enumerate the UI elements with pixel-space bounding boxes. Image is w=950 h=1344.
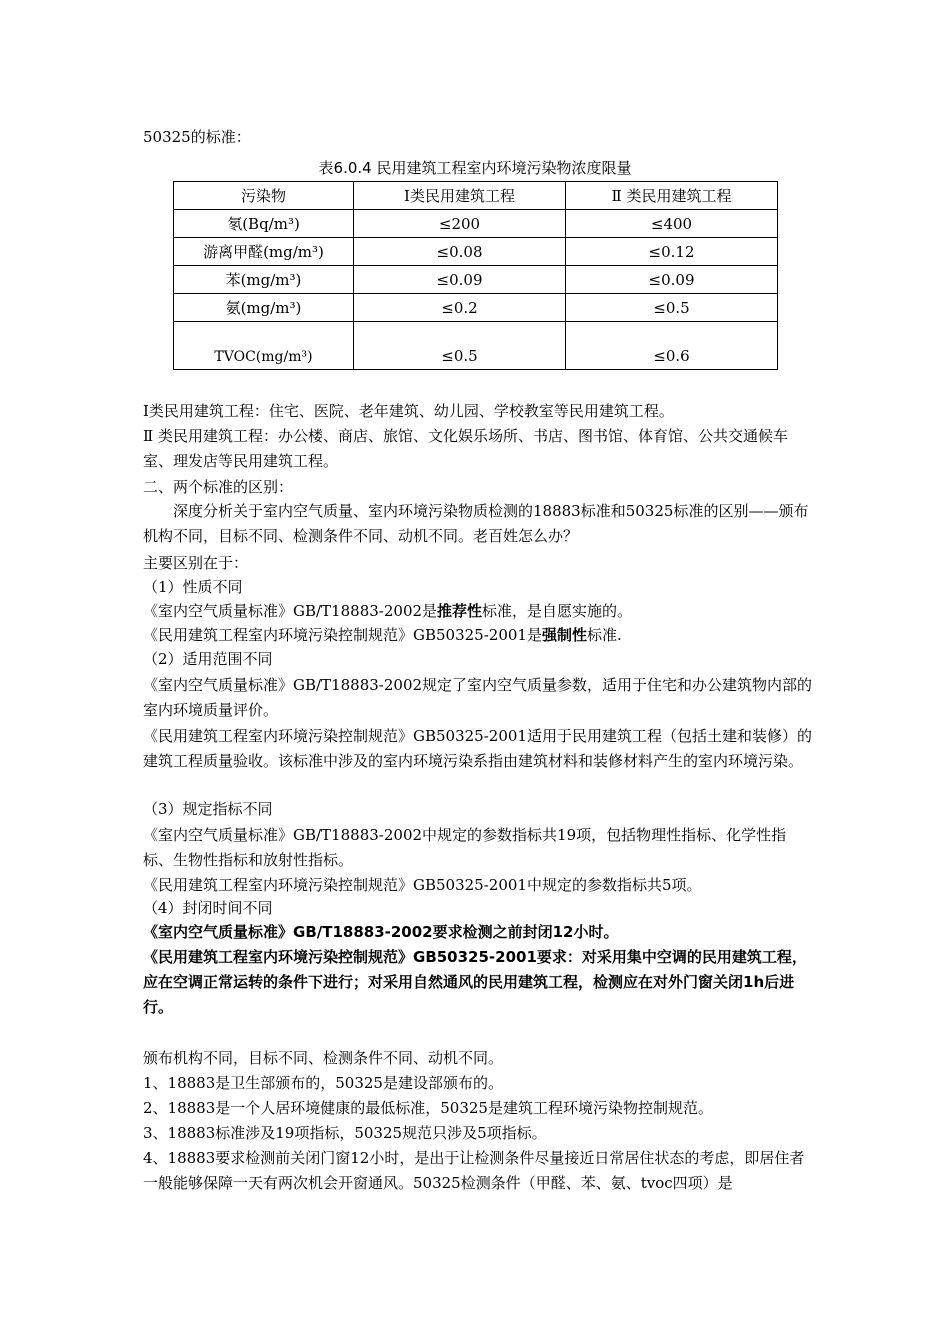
header-pollutant: 污染物: [174, 182, 354, 210]
header-class1: I类民用建筑工程: [354, 182, 566, 210]
pollutant-name: 氡(Bq/m³): [174, 210, 354, 238]
table-row: [174, 238, 778, 266]
pollutant-name: TVOC(mg/m³): [174, 322, 354, 370]
class1-definition: I类民用建筑工程：住宅、医院、老年建筑、幼儿园、学校教室等民用建筑工程。: [143, 402, 674, 420]
section2-title: 二、两个标准的区别：: [143, 478, 294, 496]
summary-item-1: 1、18883是卫生部颁布的，50325是建设部颁布的。: [143, 1074, 503, 1092]
pollutant-name: 苯(mg/m³): [174, 266, 354, 294]
summary-item-2: 2、18883是一个人居环境健康的最低标准，50325是建筑工程环境污染物控制规范。: [143, 1099, 713, 1117]
point3-gb50325: 《民用建筑工程室内环境污染控制规范》GB50325-2001中规定的参数指标共5项。: [143, 876, 702, 894]
point2-title: （2）适用范围不同: [143, 650, 273, 668]
class2-limit: ≤0.6: [566, 322, 778, 370]
point1-mandatory-post: 标准.: [586, 626, 622, 644]
class2-limit: ≤0.5: [566, 294, 778, 322]
analysis-paragraph: 深度分析关于室内空气质量、室内环境污染物质检测的18883标准和50325标准的区别——颁布机构不同，目标不同、检测条件不同、动机不同。老百姓怎么办？: [143, 502, 809, 545]
class1-limit: ≤0.08: [354, 238, 566, 266]
class1-limit: ≤0.2: [354, 294, 566, 322]
table-row: [174, 294, 778, 322]
table-row: [174, 322, 778, 370]
point1-recommended-post: 标准，是自愿实施的。: [482, 602, 633, 620]
point2-gb18883: 《室内空气质量标准》GB/T18883-2002规定了室内空气质量参数，适用于住宅和办公建筑物内部的室内环境质量评价。: [143, 676, 813, 719]
table-header-row: [174, 182, 778, 210]
table-caption: 表6.0.4 民用建筑工程室内环境污染物浓度限量: [318, 159, 632, 177]
class1-limit: ≤0.09: [354, 266, 566, 294]
point3-title: （3）规定指标不同: [143, 800, 273, 818]
point1-mandatory-pre: 《民用建筑工程室内环境污染控制规范》GB50325-2001是: [143, 626, 542, 644]
point1-mandatory: [143, 625, 813, 645]
class2-limit: ≤400: [566, 210, 778, 238]
table-row: [174, 210, 778, 238]
intro-text: 50325的标准：: [143, 128, 251, 146]
recommended-label: 推荐性: [437, 602, 483, 620]
point1-recommended-pre: 《室内空气质量标准》GB/T18883-2002是: [143, 602, 438, 620]
point4-title: （4）封闭时间不同: [143, 899, 273, 917]
point2-gb50325: 《民用建筑工程室内环境污染控制规范》GB50325-2001适用于民用建筑工程（包括土建和装修）的建筑工程质量验收。该标准中涉及的室内环境污染系指由建筑材料和装修材料产生的室内环境污染。: [143, 727, 812, 770]
point1-title: （1）性质不同: [143, 578, 243, 596]
class2-limit: ≤0.12: [566, 238, 778, 266]
pollutant-name: 氨(mg/m³): [174, 294, 354, 322]
summary-item-4: 4、18883要求检测前关闭门窗12小时，是出于让检测条件尽量接近日常居住状态的考虑，即居住者一般能够保障一天有两次机会开窗通风。50325检测条件（甲醛、苯、氨、tvoc四项）是: [143, 1149, 805, 1192]
summary-line: 颁布机构不同，目标不同、检测条件不同、动机不同。: [143, 1049, 504, 1067]
class2-definition: Ⅱ 类民用建筑工程：办公楼、商店、旅馆、文化娱乐场所、书店、图书馆、体育馆、公共交通候车室、理发店等民用建筑工程。: [143, 427, 788, 470]
pollutant-limits-table: [173, 181, 778, 370]
pollutant-name: 游离甲醛(mg/m³): [174, 238, 354, 266]
point3-gb18883: 《室内空气质量标准》GB/T18883-2002中规定的参数指标共19项，包括物理性指标、化学性指标、生物性指标和放射性指标。: [143, 826, 787, 869]
class2-limit: ≤0.09: [566, 266, 778, 294]
summary-item-3: 3、18883标准涉及19项指标，50325规范只涉及5项指标。: [143, 1124, 547, 1142]
table-row: [174, 266, 778, 294]
point1-recommended: [143, 601, 813, 621]
main-difference-heading: 主要区别在于：: [143, 554, 249, 572]
class1-limit: ≤200: [354, 210, 566, 238]
point4-gb18883: 《室内空气质量标准》GB/T18883-2002要求检测之前封闭12小时。: [143, 923, 619, 941]
mandatory-label: 强制性: [541, 626, 587, 644]
point4-gb50325: 《民用建筑工程室内环境污染控制规范》GB50325-2001要求：对采用集中空调的民用建筑工程，应在空调正常运转的条件下进行；对采用自然通风的民用建筑工程，检测应在对外门窗关闭1h后进行。: [143, 948, 807, 1016]
header-class2: Ⅱ 类民用建筑工程: [566, 182, 778, 210]
class1-limit: ≤0.5: [354, 322, 566, 370]
